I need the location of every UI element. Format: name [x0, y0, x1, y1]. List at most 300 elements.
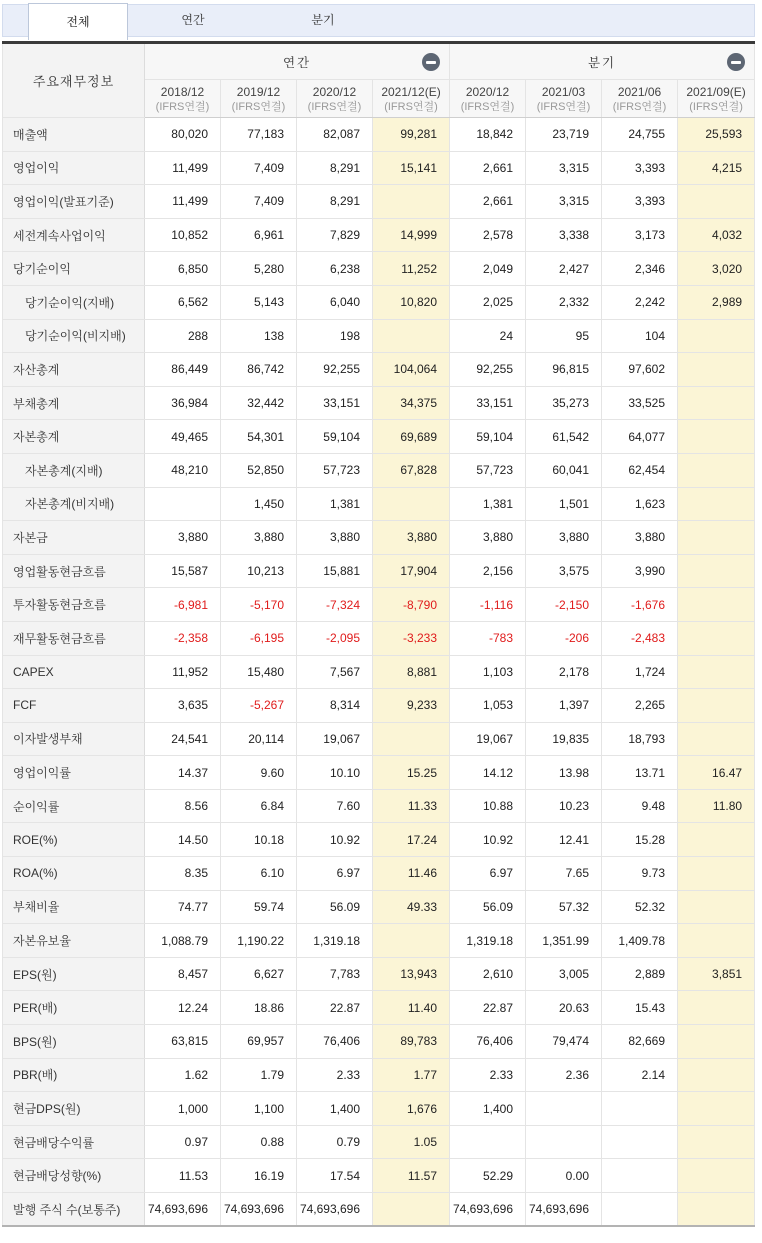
table-row — [3, 957, 755, 991]
value-cell: 34,375 — [373, 386, 450, 420]
value-cell: 1,103 — [450, 655, 526, 689]
value-cell: 74,693,696 — [297, 1193, 373, 1227]
row-label: 순이익률 — [3, 789, 145, 823]
value-cell: 1,409.78 — [602, 924, 678, 958]
value-cell — [678, 487, 755, 521]
row-label: 부채총계 — [3, 386, 145, 420]
value-cell: 15,587 — [145, 554, 221, 588]
collapse-quarterly-minus-circle-icon[interactable] — [727, 53, 745, 71]
table-row — [3, 554, 755, 588]
value-cell: 1.62 — [145, 1058, 221, 1092]
value-cell: 10,213 — [221, 554, 297, 588]
row-label: 영업이익률 — [3, 756, 145, 790]
value-cell: 35,273 — [526, 386, 602, 420]
value-cell: 74.77 — [145, 890, 221, 924]
value-cell: 3,173 — [602, 218, 678, 252]
row-label: PBR(배) — [3, 1058, 145, 1092]
value-cell: 74,693,696 — [450, 1193, 526, 1227]
row-label: 영업이익(발표기준) — [3, 185, 145, 219]
value-cell: 16.47 — [678, 756, 755, 790]
value-cell: 6,238 — [297, 252, 373, 286]
value-cell: 5,143 — [221, 285, 297, 319]
row-label: 현금배당수익률 — [3, 1125, 145, 1159]
value-cell: 48,210 — [145, 453, 221, 487]
value-cell — [678, 420, 755, 454]
value-cell: 6,040 — [297, 285, 373, 319]
value-cell: 49.33 — [373, 890, 450, 924]
value-cell — [678, 689, 755, 723]
value-cell: 8,291 — [297, 151, 373, 185]
value-cell: 1,053 — [450, 689, 526, 723]
column-period: 2020/12 — [465, 84, 510, 99]
value-cell: 1.77 — [373, 1058, 450, 1092]
value-cell: 11.53 — [145, 1159, 221, 1193]
value-cell: 56.09 — [450, 890, 526, 924]
row-label: 재무활동현금흐름 — [3, 621, 145, 655]
value-cell: 52.32 — [602, 890, 678, 924]
table-row — [3, 1025, 755, 1059]
column-header-annual-2020/12 — [297, 80, 373, 118]
value-cell: 57,723 — [297, 453, 373, 487]
collapse-annual-minus-circle-icon[interactable] — [422, 53, 440, 71]
value-cell: 95 — [526, 319, 602, 353]
value-cell — [373, 487, 450, 521]
value-cell: 3,880 — [526, 521, 602, 555]
value-cell: 3,880 — [221, 521, 297, 555]
value-cell: -3,233 — [373, 621, 450, 655]
value-cell: 63,815 — [145, 1025, 221, 1059]
value-cell: 1,397 — [526, 689, 602, 723]
value-cell: 74,693,696 — [526, 1193, 602, 1227]
value-cell — [678, 554, 755, 588]
row-label: EPS(원) — [3, 957, 145, 991]
table-row — [3, 1193, 755, 1227]
row-label: 매출액 — [3, 118, 145, 152]
column-period: 2019/12 — [236, 84, 281, 99]
table-row — [3, 924, 755, 958]
value-cell: 12.41 — [526, 823, 602, 857]
value-cell: 9.60 — [221, 756, 297, 790]
value-cell: 10,852 — [145, 218, 221, 252]
value-cell: 2,610 — [450, 957, 526, 991]
value-cell — [145, 487, 221, 521]
table-row — [3, 890, 755, 924]
row-label: PER(배) — [3, 991, 145, 1025]
value-cell: 13.98 — [526, 756, 602, 790]
value-cell: 11.40 — [373, 991, 450, 1025]
value-cell: 52.29 — [450, 1159, 526, 1193]
value-cell: 11,499 — [145, 151, 221, 185]
value-cell: 10.92 — [297, 823, 373, 857]
value-cell: 13,943 — [373, 957, 450, 991]
value-cell: 1,450 — [221, 487, 297, 521]
value-cell: 97,602 — [602, 353, 678, 387]
row-label: 자본총계 — [3, 420, 145, 454]
value-cell: 8,291 — [297, 185, 373, 219]
value-cell — [678, 319, 755, 353]
value-cell: 3,315 — [526, 151, 602, 185]
table-row — [3, 420, 755, 454]
value-cell: 3,635 — [145, 689, 221, 723]
value-cell: -2,150 — [526, 588, 602, 622]
value-cell: 80,020 — [145, 118, 221, 152]
value-cell: 96,815 — [526, 353, 602, 387]
row-label: 자본유보율 — [3, 924, 145, 958]
value-cell: 11.46 — [373, 857, 450, 891]
table-row — [3, 151, 755, 185]
table-row — [3, 487, 755, 521]
value-cell: -6,981 — [145, 588, 221, 622]
value-cell: 23,719 — [526, 118, 602, 152]
table-row — [3, 1058, 755, 1092]
value-cell: 9.73 — [602, 857, 678, 891]
value-cell: 7,567 — [297, 655, 373, 689]
value-cell — [678, 857, 755, 891]
value-cell: 2,265 — [602, 689, 678, 723]
value-cell: 18,793 — [602, 722, 678, 756]
value-cell: -783 — [450, 621, 526, 655]
table-row — [3, 319, 755, 353]
value-cell: 6.97 — [450, 857, 526, 891]
group-header-quarterly — [450, 43, 755, 80]
value-cell: 1,676 — [373, 1092, 450, 1126]
column-period: 2021/06 — [617, 84, 662, 99]
value-cell: 2.14 — [602, 1058, 678, 1092]
row-label: 영업활동현금흐름 — [3, 554, 145, 588]
value-cell: 6.10 — [221, 857, 297, 891]
value-cell — [678, 185, 755, 219]
value-cell: 0.97 — [145, 1125, 221, 1159]
value-cell: 67,828 — [373, 453, 450, 487]
value-cell: 4,215 — [678, 151, 755, 185]
value-cell: 8,457 — [145, 957, 221, 991]
value-cell: 5,280 — [221, 252, 297, 286]
value-cell: 76,406 — [297, 1025, 373, 1059]
value-cell: 61,542 — [526, 420, 602, 454]
table-row — [3, 756, 755, 790]
value-cell: 9.48 — [602, 789, 678, 823]
value-cell: 3,338 — [526, 218, 602, 252]
row-label: 영업이익 — [3, 151, 145, 185]
value-cell: 2,427 — [526, 252, 602, 286]
tab-annual[interactable]: 연간 — [181, 13, 205, 27]
financial-tabbar — [0, 0, 762, 41]
row-label: ROA(%) — [3, 857, 145, 891]
value-cell: 20.63 — [526, 991, 602, 1025]
row-label: 현금배당성향(%) — [3, 1159, 145, 1193]
value-cell — [678, 1058, 755, 1092]
tab-all[interactable]: 전체 — [28, 3, 128, 40]
value-cell: 59,104 — [297, 420, 373, 454]
column-header-annual-2019/12 — [221, 80, 297, 118]
group-label-annual: 연간 — [282, 55, 312, 70]
value-cell: 2.33 — [297, 1058, 373, 1092]
value-cell: 10.10 — [297, 756, 373, 790]
row-label: 자본금 — [3, 521, 145, 555]
value-cell: -8,790 — [373, 588, 450, 622]
value-cell — [678, 521, 755, 555]
value-cell: 57.32 — [526, 890, 602, 924]
column-basis: (IFRS연결) — [536, 100, 591, 113]
value-cell: 3,393 — [602, 151, 678, 185]
row-label: 당기순이익(비지배) — [3, 319, 145, 353]
value-cell: 1,319.18 — [297, 924, 373, 958]
value-cell: 7,829 — [297, 218, 373, 252]
value-cell: -7,324 — [297, 588, 373, 622]
table-row — [3, 521, 755, 555]
value-cell: 24,755 — [602, 118, 678, 152]
minus-bar — [731, 61, 741, 64]
value-cell: 1,623 — [602, 487, 678, 521]
value-cell: 69,957 — [221, 1025, 297, 1059]
value-cell: 92,255 — [297, 353, 373, 387]
table-row — [3, 1125, 755, 1159]
value-cell: 3,575 — [526, 554, 602, 588]
value-cell: 60,041 — [526, 453, 602, 487]
table-row — [3, 386, 755, 420]
column-basis: (IFRS연결) — [307, 100, 362, 113]
value-cell: -5,267 — [221, 689, 297, 723]
value-cell: 3,393 — [602, 185, 678, 219]
value-cell — [678, 1092, 755, 1126]
value-cell: 0.79 — [297, 1125, 373, 1159]
value-cell: 77,183 — [221, 118, 297, 152]
column-period: 2021/12(E) — [381, 84, 441, 99]
value-cell: -206 — [526, 621, 602, 655]
row-label: 자본총계(비지배) — [3, 487, 145, 521]
column-period: 2020/12 — [312, 84, 357, 99]
value-cell: 18.86 — [221, 991, 297, 1025]
value-cell: 14.37 — [145, 756, 221, 790]
table-row — [3, 857, 755, 891]
value-cell — [373, 319, 450, 353]
tab-quarterly[interactable]: 분기 — [311, 13, 335, 27]
value-cell: 17,904 — [373, 554, 450, 588]
row-label: BPS(원) — [3, 1025, 145, 1059]
row-label: 자산총계 — [3, 353, 145, 387]
value-cell: 52,850 — [221, 453, 297, 487]
value-cell: 56.09 — [297, 890, 373, 924]
row-label: 자본총계(지배) — [3, 453, 145, 487]
value-cell: 6,627 — [221, 957, 297, 991]
value-cell — [678, 1193, 755, 1227]
value-cell — [678, 453, 755, 487]
value-cell — [678, 823, 755, 857]
value-cell: 64,077 — [602, 420, 678, 454]
value-cell: 89,783 — [373, 1025, 450, 1059]
row-label: 당기순이익(지배) — [3, 285, 145, 319]
value-cell — [678, 991, 755, 1025]
value-cell: 3,990 — [602, 554, 678, 588]
value-cell: 57,723 — [450, 453, 526, 487]
row-label: CAPEX — [3, 655, 145, 689]
value-cell: 79,474 — [526, 1025, 602, 1059]
value-cell: 2,889 — [602, 957, 678, 991]
value-cell — [450, 1125, 526, 1159]
value-cell: 1,351.99 — [526, 924, 602, 958]
value-cell: 14.12 — [450, 756, 526, 790]
value-cell: 82,087 — [297, 118, 373, 152]
value-cell: 6.97 — [297, 857, 373, 891]
value-cell: 7.65 — [526, 857, 602, 891]
row-label: 당기순이익 — [3, 252, 145, 286]
table-row — [3, 1092, 755, 1126]
value-cell: -2,358 — [145, 621, 221, 655]
value-cell: 8,314 — [297, 689, 373, 723]
value-cell: 2,178 — [526, 655, 602, 689]
table-row — [3, 353, 755, 387]
value-cell: 1,381 — [450, 487, 526, 521]
value-cell — [373, 722, 450, 756]
table-row — [3, 453, 755, 487]
row-label: ROE(%) — [3, 823, 145, 857]
value-cell: 8,881 — [373, 655, 450, 689]
value-cell — [526, 1092, 602, 1126]
value-cell: 3,880 — [145, 521, 221, 555]
column-period: 2021/09(E) — [686, 84, 746, 99]
value-cell: 3,851 — [678, 957, 755, 991]
column-period: 2018/12 — [160, 84, 205, 99]
value-cell: 1,100 — [221, 1092, 297, 1126]
value-cell: 19,067 — [297, 722, 373, 756]
column-basis: (IFRS연결) — [384, 100, 438, 113]
table-row — [3, 118, 755, 152]
column-basis: (IFRS연결) — [689, 100, 743, 113]
value-cell: 6,961 — [221, 218, 297, 252]
value-cell — [678, 1125, 755, 1159]
value-cell: 7.60 — [297, 789, 373, 823]
value-cell: 2,346 — [602, 252, 678, 286]
table-row — [3, 1159, 755, 1193]
row-label: FCF — [3, 689, 145, 723]
value-cell — [373, 185, 450, 219]
value-cell: 92,255 — [450, 353, 526, 387]
value-cell — [678, 621, 755, 655]
value-cell: 10,820 — [373, 285, 450, 319]
column-header-quarterly-2021/09(E) — [678, 80, 755, 118]
table-row — [3, 285, 755, 319]
value-cell: 3,005 — [526, 957, 602, 991]
group-label-quarterly: 분기 — [587, 55, 617, 70]
value-cell: 10.23 — [526, 789, 602, 823]
column-basis: (IFRS연결) — [155, 100, 210, 113]
value-cell: 36,984 — [145, 386, 221, 420]
value-cell: 6,562 — [145, 285, 221, 319]
column-header-quarterly-2021/06 — [602, 80, 678, 118]
value-cell: 22.87 — [297, 991, 373, 1025]
row-label: 현금DPS(원) — [3, 1092, 145, 1126]
value-cell: 2,049 — [450, 252, 526, 286]
value-cell: 82,669 — [602, 1025, 678, 1059]
value-cell: 33,151 — [297, 386, 373, 420]
column-basis: (IFRS연결) — [612, 100, 667, 113]
value-cell: 3,315 — [526, 185, 602, 219]
value-cell — [678, 924, 755, 958]
value-cell: 13.71 — [602, 756, 678, 790]
value-cell: 104,064 — [373, 353, 450, 387]
value-cell: 198 — [297, 319, 373, 353]
value-cell: 2,989 — [678, 285, 755, 319]
value-cell: 3,880 — [373, 521, 450, 555]
financial-table — [2, 41, 755, 1227]
value-cell — [678, 1025, 755, 1059]
value-cell: 33,525 — [602, 386, 678, 420]
value-cell: 59.74 — [221, 890, 297, 924]
value-cell — [678, 1159, 755, 1193]
value-cell — [602, 1092, 678, 1126]
value-cell: -2,095 — [297, 621, 373, 655]
value-cell: 0.00 — [526, 1159, 602, 1193]
value-cell — [678, 386, 755, 420]
value-cell: 15,141 — [373, 151, 450, 185]
value-cell: 24 — [450, 319, 526, 353]
row-label: 부채비율 — [3, 890, 145, 924]
value-cell: 1,088.79 — [145, 924, 221, 958]
value-cell: 74,693,696 — [221, 1193, 297, 1227]
value-cell: -2,483 — [602, 621, 678, 655]
value-cell: -1,116 — [450, 588, 526, 622]
value-cell: 99,281 — [373, 118, 450, 152]
value-cell: 76,406 — [450, 1025, 526, 1059]
value-cell: 15.43 — [602, 991, 678, 1025]
value-cell: 16.19 — [221, 1159, 297, 1193]
row-label: 투자활동현금흐름 — [3, 588, 145, 622]
value-cell: 7,409 — [221, 151, 297, 185]
row-label: 발행 주식 수(보통주) — [3, 1193, 145, 1227]
value-cell: 7,409 — [221, 185, 297, 219]
value-cell: 54,301 — [221, 420, 297, 454]
value-cell: 25,593 — [678, 118, 755, 152]
table-row — [3, 823, 755, 857]
value-cell: 15,881 — [297, 554, 373, 588]
value-cell — [602, 1159, 678, 1193]
value-cell: 3,880 — [602, 521, 678, 555]
value-cell: 8.35 — [145, 857, 221, 891]
table-row — [3, 588, 755, 622]
value-cell: 1,501 — [526, 487, 602, 521]
value-cell: 14,999 — [373, 218, 450, 252]
value-cell: 24,541 — [145, 722, 221, 756]
value-cell: -5,170 — [221, 588, 297, 622]
value-cell: 62,454 — [602, 453, 678, 487]
minus-bar — [426, 61, 436, 64]
value-cell: 74,693,696 — [145, 1193, 221, 1227]
value-cell — [678, 722, 755, 756]
value-cell: 8.56 — [145, 789, 221, 823]
value-cell: 2.36 — [526, 1058, 602, 1092]
value-cell: 0.88 — [221, 1125, 297, 1159]
value-cell: 15.28 — [602, 823, 678, 857]
value-cell: 15.25 — [373, 756, 450, 790]
value-cell: 2,661 — [450, 185, 526, 219]
value-cell: 3,020 — [678, 252, 755, 286]
value-cell: 1,190.22 — [221, 924, 297, 958]
value-cell: 138 — [221, 319, 297, 353]
value-cell: 104 — [602, 319, 678, 353]
table-row — [3, 185, 755, 219]
table-row — [3, 621, 755, 655]
value-cell: 12.24 — [145, 991, 221, 1025]
table-row — [3, 218, 755, 252]
value-cell: 19,067 — [450, 722, 526, 756]
value-cell: 32,442 — [221, 386, 297, 420]
value-cell: 20,114 — [221, 722, 297, 756]
value-cell: 18,842 — [450, 118, 526, 152]
value-cell: 2,578 — [450, 218, 526, 252]
value-cell: 10.18 — [221, 823, 297, 857]
corner-header: 주요재무정보 — [3, 43, 145, 118]
value-cell: 17.24 — [373, 823, 450, 857]
